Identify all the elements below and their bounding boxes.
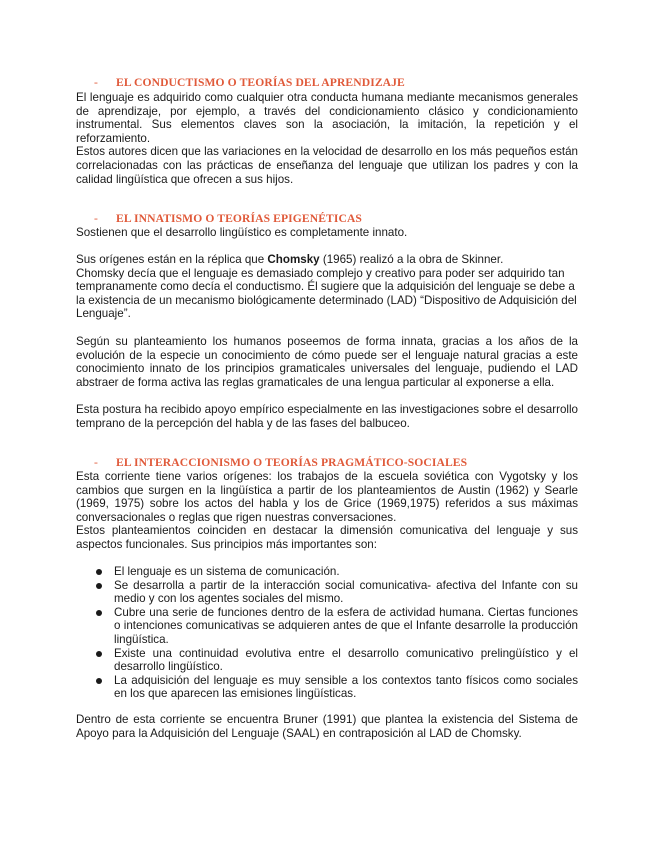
bullet-icon — [96, 651, 102, 657]
list-item — [76, 674, 578, 701]
list-item-text: El lenguaje es un sistema de comunicación. — [114, 565, 340, 578]
section-heading-interaccionismo — [94, 456, 467, 470]
innatismo-chomsky — [76, 253, 578, 321]
bullet-icon — [96, 610, 102, 616]
paragraph: Esta postura ha recibido apoyo empírico especialmente en las investigaciones sobre el desarrollo temprano de la percepción del habla y de las fases del balbuceo. — [76, 403, 578, 430]
innatismo-intro — [76, 226, 578, 240]
list-item — [76, 606, 578, 647]
text-run: Sus orígenes están en la réplica que — [76, 253, 268, 266]
heading-title: EL INNATISMO O TEORÍAS EPIGENÉTICAS — [116, 212, 362, 225]
paragraph: Chomsky decía que el lenguaje es demasiado complejo y creativo para poder ser adquirido tan tempranamente como decía el conductismo. Él sugiere que la adquisición del lenguaje se debe a la existencia de un mecanismo biológicamente determinado (LAD) “Dispositivo de Adquisición del Lenguaje”. — [76, 266, 577, 321]
paragraph: Sostienen que el desarrollo lingüístico es completamente innato. — [76, 226, 408, 239]
chomsky-bold: Chomsky — [267, 253, 320, 266]
section-body-conductismo — [76, 91, 578, 186]
section-heading-conductismo — [94, 76, 405, 90]
list-item — [76, 579, 578, 606]
list-item — [76, 647, 578, 674]
interaccionismo-body — [76, 470, 578, 552]
innatismo-paragraph-3 — [76, 403, 578, 430]
text-run: (1965) realizó a la obra de Skinner. — [319, 253, 504, 266]
heading-dash: - — [94, 212, 98, 225]
interaccionismo-closing — [76, 713, 578, 740]
paragraph — [76, 253, 578, 267]
heading-title: EL CONDUCTISMO O TEORÍAS DEL APRENDIZAJE — [116, 76, 405, 89]
bullet-icon — [96, 678, 102, 684]
bullet-icon — [96, 583, 102, 589]
paragraph: Estos autores dicen que las variaciones en la velocidad de desarrollo en los más pequeños están correlacionadas con las prácticas de enseñanza del lenguaje que utilizan los padres y con la calidad lingüística que ofrecen a sus hijos. — [76, 145, 578, 186]
innatismo-paragraph-2 — [76, 335, 578, 389]
list-item-text: Cubre una serie de funciones dentro de la esfera de actividad humana. Ciertas funciones o intenciones comunicativas se adquieren antes de que el Infante desarrolle la producción lingüística. — [114, 605, 578, 646]
paragraph: El lenguaje es adquirido como cualquier otra conducta humana mediante mecanismos generales de aprendizaje, por ejemplo, a través del condicionamiento clásico y condicionamiento instrumental. Sus elementos claves son la asociación, la imitación, la repetición y el reforzamiento. — [76, 91, 578, 145]
list-item-text: La adquisición del lenguaje es muy sensible a los contextos tanto físicos como sociales en los que aparecen las emisiones lingüísticas. — [114, 673, 578, 701]
list-item-text: Se desarrolla a partir de la interacción social comunicativa- afectiva del Infante con su medio y con los agentes sociales del mismo. — [114, 578, 578, 606]
section-heading-innatismo — [94, 212, 362, 226]
heading-dash: - — [94, 76, 98, 89]
heading-dash: - — [94, 456, 98, 469]
paragraph: Dentro de esta corriente se encuentra Bruner (1991) que plantea la existencia del Sistema de Apoyo para la Adquisición del Lenguaje (SAAL) en contraposición al LAD de Chomsky. — [76, 713, 578, 740]
list-item — [76, 565, 578, 579]
paragraph: Estos planteamientos coinciden en destacar la dimensión comunicativa del lenguaje y sus aspectos funcionales. Sus principios más importantes son: — [76, 524, 578, 551]
heading-title: EL INTERACCIONISMO O TEORÍAS PRAGMÁTICO-SOCIALES — [116, 456, 468, 469]
principles-list — [76, 565, 578, 701]
bullet-icon — [96, 569, 102, 575]
list-item-text: Existe una continuidad evolutiva entre el desarrollo comunicativo prelingüístico y el desarrollo lingüístico. — [114, 646, 578, 674]
paragraph: Esta corriente tiene varios orígenes: los trabajos de la escuela soviética con Vygotsky y los cambios que surgen en la lingüística a partir de los planteamientos de Austin (1962) y Searle (1969, 1975) sobre los actos del habla y los de Grice (1969,1975) referidos a sus máximas conversacionales o reglas que rigen nuestras conversaciones. — [76, 470, 578, 524]
paragraph: Según su planteamiento los humanos poseemos de forma innata, gracias a los años de la evolución de la especie un conocimiento de cómo puede ser el lenguaje natural gracias a este conocimiento innato de los principios gramaticales universales del lenguaje, pudiendo el LAD abstraer de forma activa las reglas gramaticales de una lengua particular al exponerse a ella. — [76, 335, 578, 389]
